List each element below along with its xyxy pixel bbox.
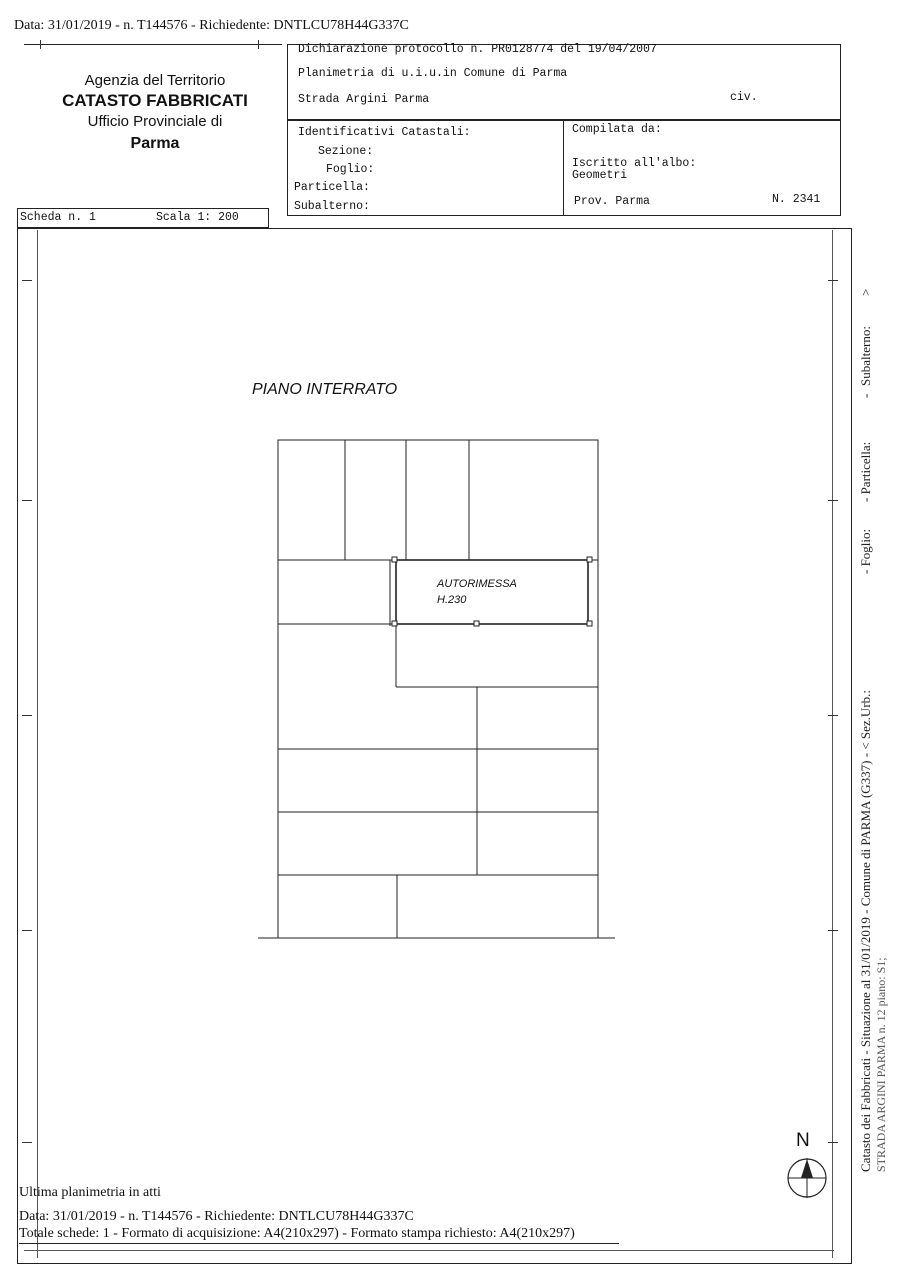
side-text-dash: -	[858, 393, 873, 398]
side-text-bracket: >	[858, 288, 873, 296]
room-height: H.230	[437, 594, 467, 606]
footer-totale: Totale schede: 1 - Formato di acquisizione: A4(210x297) - Formato stampa richiesto: A4(210x297)	[19, 1226, 575, 1241]
scheda-label: Scheda n. 1	[20, 211, 96, 224]
scala-label: Scala 1: 200	[156, 211, 239, 224]
catasto-title: CATASTO FABBRICATI	[62, 91, 248, 110]
side-text-foglio: - Foglio:	[858, 528, 873, 574]
office-label: Ufficio Provinciale di	[87, 113, 223, 130]
compass-label: N	[796, 1130, 810, 1151]
side-text-sub: STRADA ARGINI PARMA n. 12 piano: S1;	[874, 957, 888, 1172]
compilata-title: Compilata da:	[572, 123, 662, 136]
agency-name: Agenzia del Territorio	[84, 72, 226, 89]
compilata-iscritto: Iscritto all'albo:	[572, 157, 697, 170]
ident-particella: Particella:	[294, 181, 370, 194]
side-text-subalterno: Subalterno:	[858, 326, 873, 386]
north-arrow-icon	[786, 1156, 828, 1200]
floor-plan	[250, 430, 620, 950]
protocol-address: Strada Argini Parma	[298, 93, 430, 106]
protocol-declaration: Dichiarazione protocollo n. PR0128774 del 19/04/2007	[298, 43, 657, 56]
agency-block	[40, 72, 270, 156]
compilata-prov: Prov. Parma	[574, 195, 650, 208]
top-frame-line	[24, 44, 282, 45]
compilata-geometri: Geometri	[572, 169, 628, 182]
ident-subalterno: Subalterno:	[294, 200, 370, 213]
compilata-numero: N. 2341	[772, 193, 821, 206]
side-text-main: Catasto dei Fabbricati - Situazione al 31/01/2019 - Comune di PARMA (G337) - < Sez.Urb.:	[858, 689, 873, 1172]
footer-data: Data: 31/01/2019 - n. T144576 - Richiedente: DNTLCU78H44G337C	[19, 1209, 414, 1224]
protocol-civ: civ.	[730, 91, 758, 104]
room-name: AUTORIMESSA	[437, 578, 517, 590]
ident-title: Identificativi Catastali:	[298, 126, 471, 139]
ident-foglio: Foglio:	[326, 163, 375, 176]
header-request-info: Data: 31/01/2019 - n. T144576 - Richiedente: DNTLCU78H44G337C	[14, 18, 409, 33]
ident-sezione: Sezione:	[318, 145, 374, 158]
office-city: Parma	[130, 135, 180, 152]
protocol-planimetria: Planimetria di u.i.u.in Comune di Parma	[298, 67, 568, 80]
footer-ultima: Ultima planimetria in atti	[19, 1185, 161, 1200]
side-text-particella: - Particella:	[858, 441, 873, 502]
floor-title: PIANO INTERRATO	[252, 381, 398, 398]
